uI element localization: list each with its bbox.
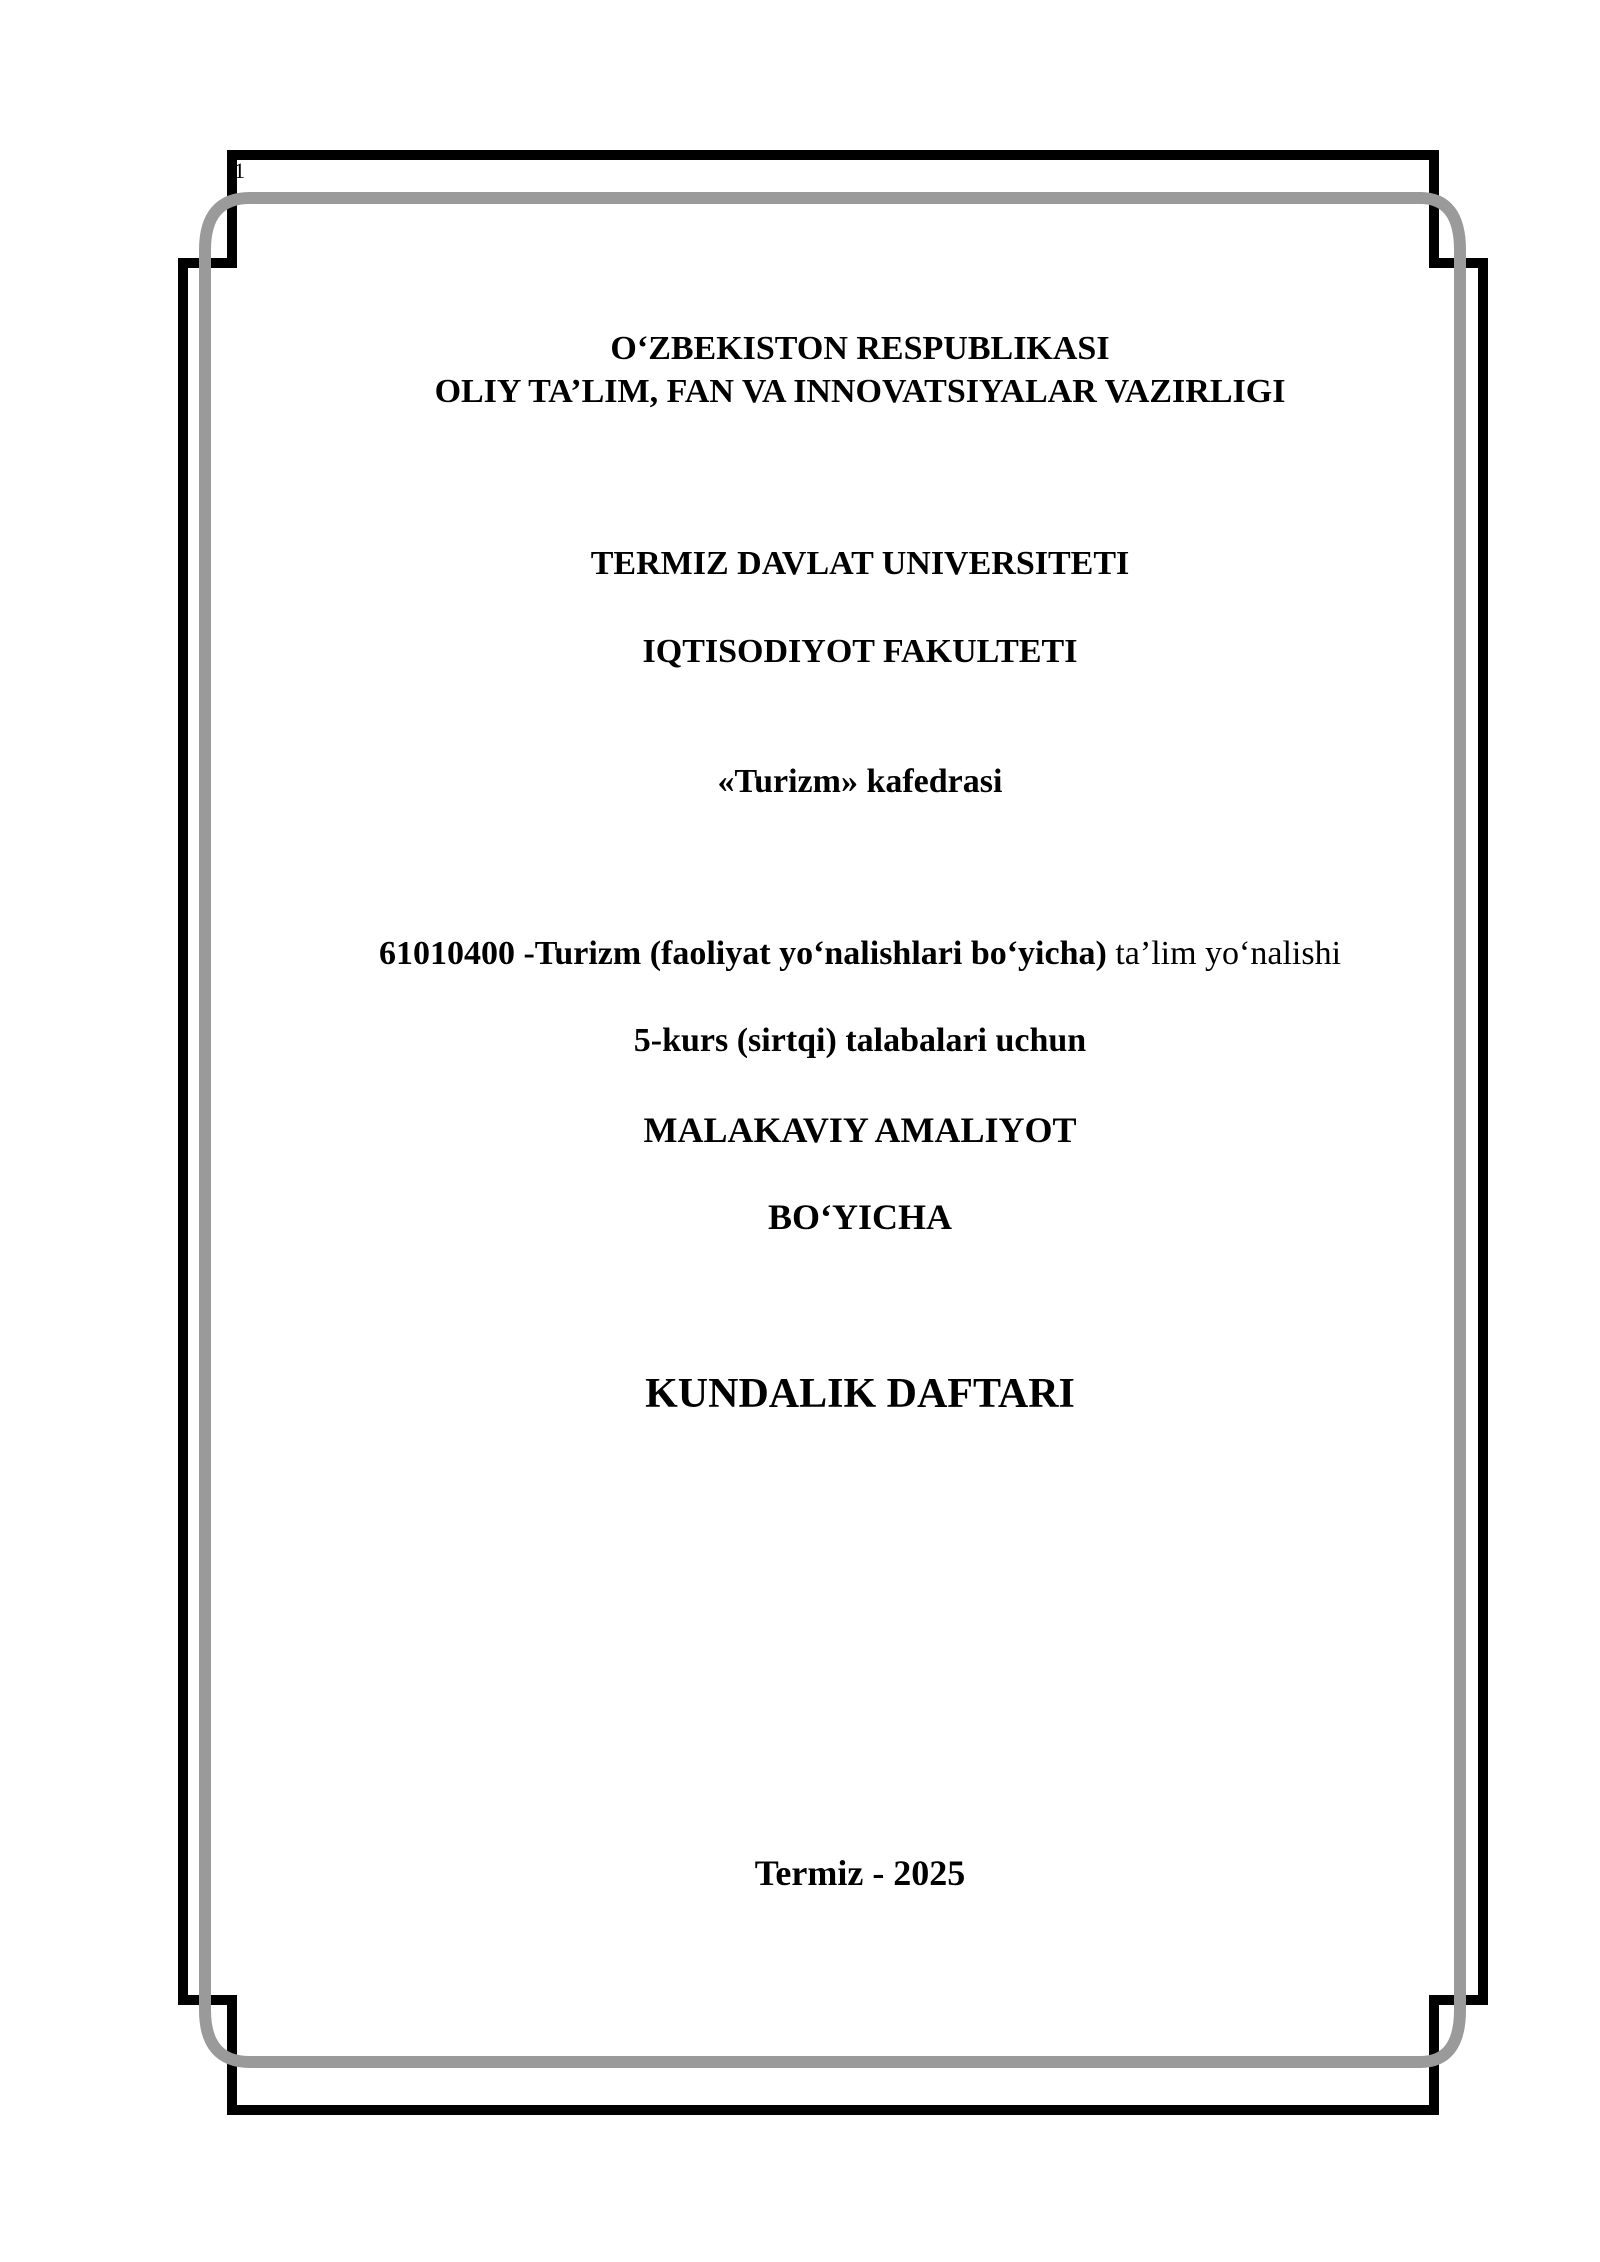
faculty-name: IQTISODIYOT FAKULTETI (642, 633, 1078, 670)
practice-title: MALAKAVIY AMALIYOT (643, 1110, 1077, 1150)
ministry-heading: OLIY TA’LIM, FAN VA INNOVATSIYALAR VAZIRLIGI (434, 373, 1286, 410)
regarding-line: BO‘YICHA (767, 1197, 952, 1237)
audience-line: 5-kurs (sirtqi) talabalari uchun (633, 1022, 1087, 1059)
page-marker: 1 (234, 158, 245, 183)
university-name: TERMIZ DAVLAT UNIVERSITETI (590, 545, 1130, 582)
program-code-name: 61010400 -Turizm (faoliyat yo‘nalishlari bo‘yicha) (378, 935, 1107, 972)
country-heading: O‘ZBEKISTON RESPUBLIKASI (610, 330, 1110, 367)
program-line (200, 935, 1520, 973)
program-suffix: ta’lim yo‘nalishi (1106, 935, 1342, 972)
place-year: Termiz - 2025 (754, 1853, 966, 1893)
department-name: «Turizm» kafedrasi (717, 763, 1003, 800)
document-title: KUNDALIK DAFTARI (645, 1371, 1075, 1417)
